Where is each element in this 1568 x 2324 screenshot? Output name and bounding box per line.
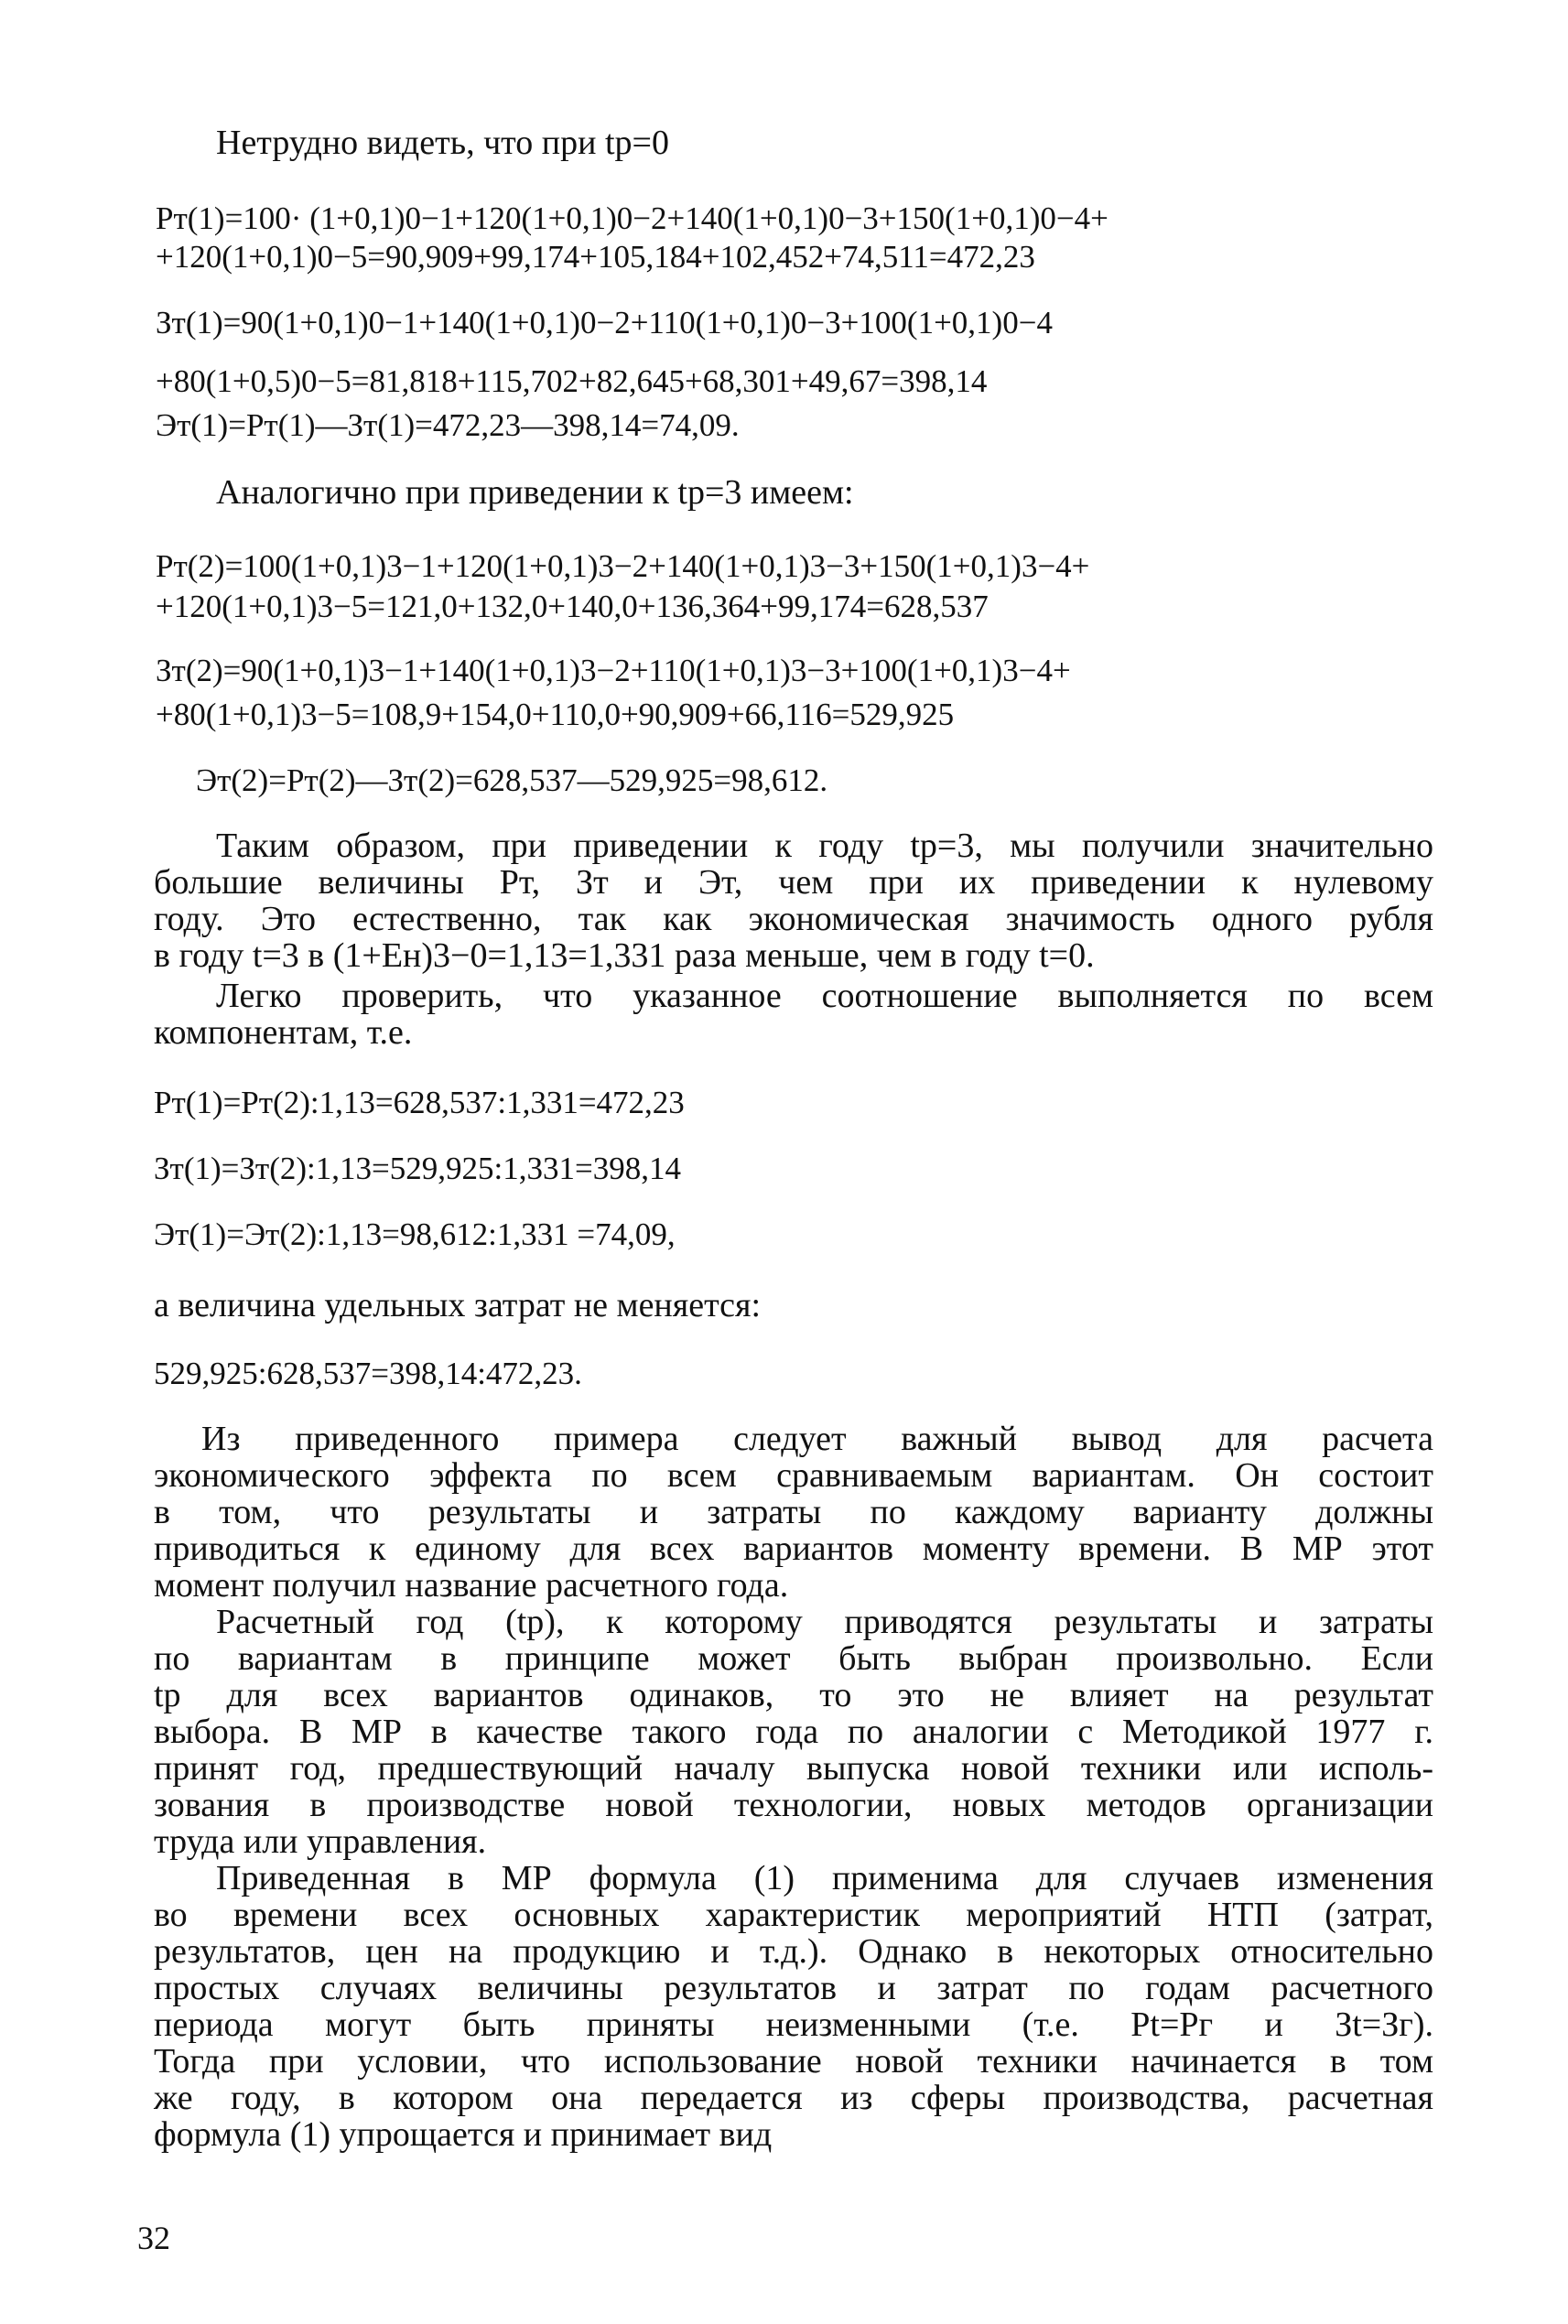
eq-e-t1: Эт(1)=Рт(1)—Зт(1)=472,23—398,14=74,09. [156,407,740,443]
eq-e-relation: Эт(1)=Эт(2):1,13=98,612:1,331 =74,09, [154,1216,676,1252]
eq-z-t2-line2: +80(1+0,1)3−5=108,9+154,0+110,0+90,909+66,116=529,925 [156,697,955,732]
para3-line2: экономического эффекта по всем сравниваемым вариантам. Он состоит [154,1456,1433,1495]
para4-line2: по вариантам в принципе может быть выбран произвольно. Если [154,1639,1433,1678]
eq-z-relation: Зт(1)=Зт(2):1,13=529,925:1,331=398,14 [154,1151,681,1186]
para5-line3: результатов, цен на продукцию и т.д.). Однако в некоторых относительно [154,1932,1433,1971]
page-number: 32 [137,2220,170,2256]
para1-line3: году. Это естественно, так как экономическая значимость одного рубля [154,900,1433,938]
eq-unit-cost: 529,925:628,537=398,14:472,23. [154,1356,582,1391]
analog-line: Аналогично при приведении к tр=3 имеем: [216,473,854,512]
para4-line6: зования в производстве новой технологии, новых методов организации [154,1786,1433,1824]
para2-line1: Легко проверить, что указанное соотношение выполняется по всем [216,977,1433,1015]
para4-line4: выбора. В МР в качестве такого года по аналогии с Методикой 1977 г. [154,1713,1433,1751]
para3-line5: момент получил название расчетного года. [154,1566,789,1605]
unit-cost-line: а величина удельных затрат не меняется: [154,1286,762,1324]
eq-e-t2: Эт(2)=Рт(2)—Зт(2)=628,537—529,925=98,612. [196,762,828,798]
eq-z-t1-line2: +80(1+0,5)0−5=81,818+115,702+82,645+68,301+49,67=398,14 [156,363,988,399]
para3-line4: приводиться к единому для всех вариантов моменту времени. В МР этот [154,1530,1433,1568]
para1-line1: Таким образом, при приведении к году tр=3, мы получили значительно [216,827,1433,865]
eq-r-t2-line1: Рт(2)=100(1+0,1)3−1+120(1+0,1)3−2+140(1+0,1)3−3+150(1+0,1)3−4+ [156,548,1090,584]
para5-line8: формула (1) упрощается и принимает вид [154,2115,773,2154]
eq-r-t2-line2: +120(1+0,1)3−5=121,0+132,0+140,0+136,364+99,174=628,537 [156,589,989,624]
para3-line3: в том, что результаты и затраты по каждому варианту должны [154,1493,1433,1531]
para4-line1: Расчетный год (tр), к которому приводятся результаты и затраты [216,1603,1433,1641]
intro-line: Нетрудно видеть, что при tр=0 [216,124,669,162]
para5-line2: во времени всех основных характеристик мероприятий НТП (затрат, [154,1896,1433,1934]
para3-line1: Из приведенного примера следует важный вывод для расчета [201,1420,1433,1458]
eq-r-t1-line1: Рт(1)=100· (1+0,1)0−1+120(1+0,1)0−2+140(1+0,1)0−3+150(1+0,1)0−4+ [156,200,1108,236]
para5-line4: простых случаях величины результатов и затрат по годам расчетного [154,1969,1433,2007]
para4-line3: tр для всех вариантов одинаков, то это не влияет на результат [154,1676,1433,1714]
para5-line7: же году, в котором она передается из сферы производства, расчетная [154,2079,1433,2117]
eq-r-t1-line2: +120(1+0,1)0−5=90,909+99,174+105,184+102,452+74,511=472,23 [156,239,1035,275]
para5-line5: периода могут быть приняты неизменными (т.е. Рt=Рг и Зt=Зг). [154,2005,1433,2044]
eq-r-relation: Рт(1)=Рт(2):1,13=628,537:1,331=472,23 [154,1085,685,1120]
para5-line6: Тогда при условии, что использование новой техники начинается в том [154,2042,1433,2081]
para5-line1: Приведенная в МР формула (1) применима для случаев изменения [216,1859,1433,1897]
para1-line2: большие величины Рт, Зт и Эт, чем при их приведении к нулевому [154,863,1433,902]
eq-z-t1-line1: Зт(1)=90(1+0,1)0−1+140(1+0,1)0−2+110(1+0,1)0−3+100(1+0,1)0−4 [156,305,1053,340]
para2-line2: компонентам, т.е. [154,1013,413,1052]
eq-z-t2-line1: Зт(2)=90(1+0,1)3−1+140(1+0,1)3−2+110(1+0,1)3−3+100(1+0,1)3−4+ [156,653,1071,688]
para1-line4: в году t=3 в (1+Ен)3−0=1,13=1,331 раза меньше, чем в году t=0. [154,936,1095,975]
para4-line7: труда или управления. [154,1822,487,1861]
para4-line5: принят год, предшествующий началу выпуска новой техники или исполь- [154,1749,1433,1788]
